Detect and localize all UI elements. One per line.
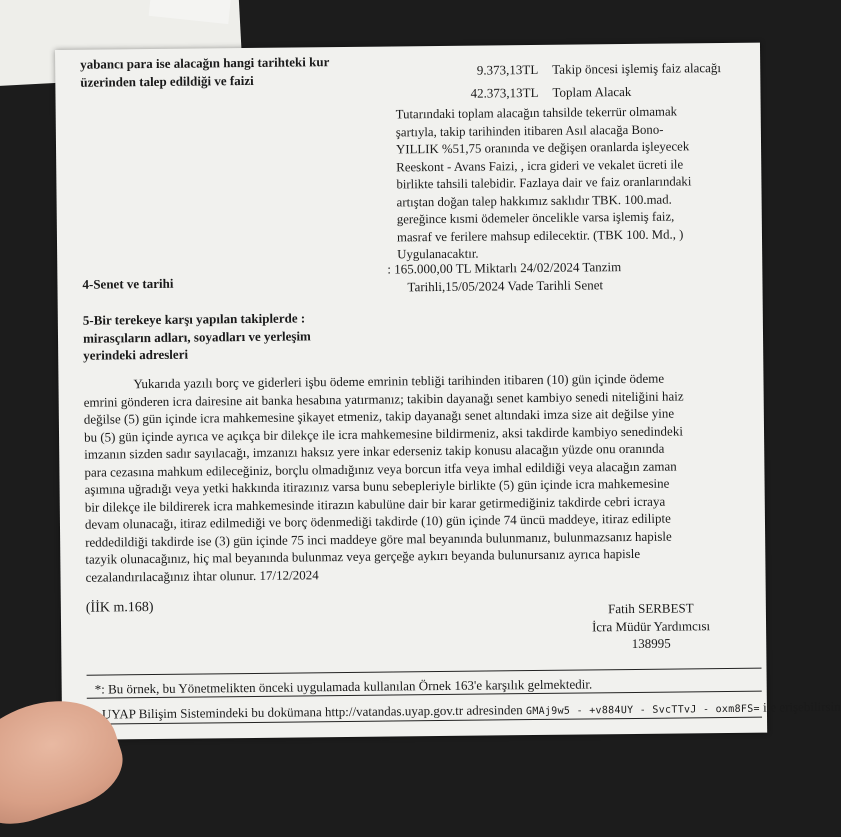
footer-suffix: ile erişebilirsin <box>762 698 841 715</box>
body-line: değilse (5) gün içinde icra mahkemesine şikayet etmeniz, takip dayanağı senet altındaki imza size ait değilse yine <box>83 405 675 427</box>
section-5 <box>83 309 311 364</box>
amount-value: 42.373,13TL <box>470 84 539 101</box>
notice-body <box>83 369 757 586</box>
header-line-2: üzerinden talep edildiği ve faizi <box>80 72 254 90</box>
interest-line: şartıyla, takip tarihinden itibaren Asıl alacağa Bono- <box>395 122 664 139</box>
section-5-line-2: mirasçıların adları, soyadları ve yerleşim <box>82 327 311 346</box>
body-line: cezalandırılacağınız ihtar olunur. 17/12/2024 <box>85 566 319 585</box>
footnote-divider <box>87 668 762 676</box>
signer-number: 138995 <box>631 635 671 651</box>
section-5-line-1: 5-Bir terekeye karşı yapılan takiplerde : <box>82 310 306 328</box>
footer-prefix: UYAP Bilişim Sistemindeki bu dokümana http://vatandas.uyap.gov.tr adresinden <box>101 702 523 722</box>
header-left <box>80 53 330 91</box>
senet-line-1: : 165.000,00 TL Miktarlı 24/02/2024 Tanzim <box>387 259 622 277</box>
senet-value <box>387 257 757 296</box>
body-line: bu (5) gün içinde ayrıca ve açıkça bir dilekçe ile icra mahkemesine bildirmeniz, aksi takdirde kambiyo senedindeki <box>83 422 683 445</box>
body-line: reddedildiği takdirde ise (3) gün içinde 75 inci maddeye göre mal beyanında bulunmanız, bulunmazsanız hapisle <box>85 528 672 550</box>
header-line-1: yabancı para ise alacağın hangi tarihteki kur <box>80 54 330 72</box>
section-5-line-3: yerindeki adresleri <box>83 346 189 363</box>
interest-line: Reeskont - Avans Faizi, , icra gideri ve vekalet ücreti ile <box>396 156 684 174</box>
access-code: GMAj9w5 - +v884UY - SvcTTvJ - oxm8FS= <box>525 703 760 718</box>
footer-line <box>102 698 841 725</box>
document-page <box>55 43 841 740</box>
body-line: imzanın sizden sadır sayılacağı, imzanızı haksız yere inkar ederseniz takip konusu alacağın yüzde onu oranında <box>84 440 665 462</box>
signature-block <box>581 599 722 653</box>
body-line: Yukarıda yazılı borç ve giderleri işbu ödeme emrinin tebliği tarihinden itibaren (10) gün içinde ödeme <box>133 370 665 392</box>
body-line: tazyik olunacağınız, hiç mal beyanında bulunmaz veya gerçeğe aykırı beyanda bulunursanız ayrıca hapisle <box>85 545 641 567</box>
amount-value: 9.373,13TL <box>476 61 539 78</box>
footnote: *: Bu örnek, bu Yönetmelikten önceki uygulamada kullanılan Örnek 163'e karşılık gelmektedir. <box>94 676 593 697</box>
body-line: para cezasına mahkum edileceğiniz, borçlu olmadığınız veya borcun itfa veya imhal edildiği veya alacağın zaman <box>84 458 677 480</box>
body-line: aşımına uğradığı veya yetki hakkında itirazınız varsa bunu sebepleriyle birlikte (5) gün içinde icra mahkemesine <box>84 475 670 497</box>
senet-line-2: Tarihli,15/05/2024 Vade Tarihli Senet <box>407 276 604 294</box>
interest-line: Uygulanacaktır. <box>397 246 479 262</box>
body-line: bir dilekçe ile bildirerek icra mahkemesinde itirazın kabulüne dair bir karar getirmediğiniz takdirde cebri icraya <box>84 493 666 515</box>
interest-line: birlikte tahsili talebidir. Fazlaya dair ve faiz oranlarındaki <box>396 174 692 192</box>
interest-text <box>396 103 748 264</box>
law-reference: (İİK m.168) <box>85 599 154 616</box>
senet-label: 4-Senet ve tarihi <box>82 275 174 292</box>
interest-line: gereğince kısmi ödemeler öncelikle varsa işlemiş faiz, <box>396 209 675 227</box>
interest-line: masraf ve ferilere mahsup edilecektir. (TBK 100. Md., ) <box>396 226 684 244</box>
amount-row <box>443 82 721 102</box>
body-line: emrini gönderen icra dairesine ait banka hesabına yatırmanız; takibin dayanağı senet kambiyo senedi niteliğini haiz <box>83 387 684 410</box>
signer-name: Fatih SERBEST <box>607 600 694 617</box>
amounts-block <box>443 59 721 102</box>
amount-row <box>443 59 721 79</box>
body-line: devam olunacağı, itiraz edilmediği ve borç ödenmediği takdirde (10) gün içinde 74 üncü maddeye, itiraz edilipte <box>84 510 671 532</box>
signer-title: İcra Müdür Yardımcısı <box>591 617 711 634</box>
amount-label: Takip öncesi işlemiş faiz alacağı <box>552 60 722 77</box>
amount-label: Toplam Alacak <box>552 83 632 100</box>
interest-line: YILLIK %51,75 oranında ve değişen oranlarda işleyecek <box>395 139 690 157</box>
interest-line: Tutarındaki toplam alacağın tahsilde tekerrür olmamak <box>395 104 678 122</box>
interest-line: artıştan doğan talep hakkımız saklıdır TBK. 100.mad. <box>396 192 672 209</box>
